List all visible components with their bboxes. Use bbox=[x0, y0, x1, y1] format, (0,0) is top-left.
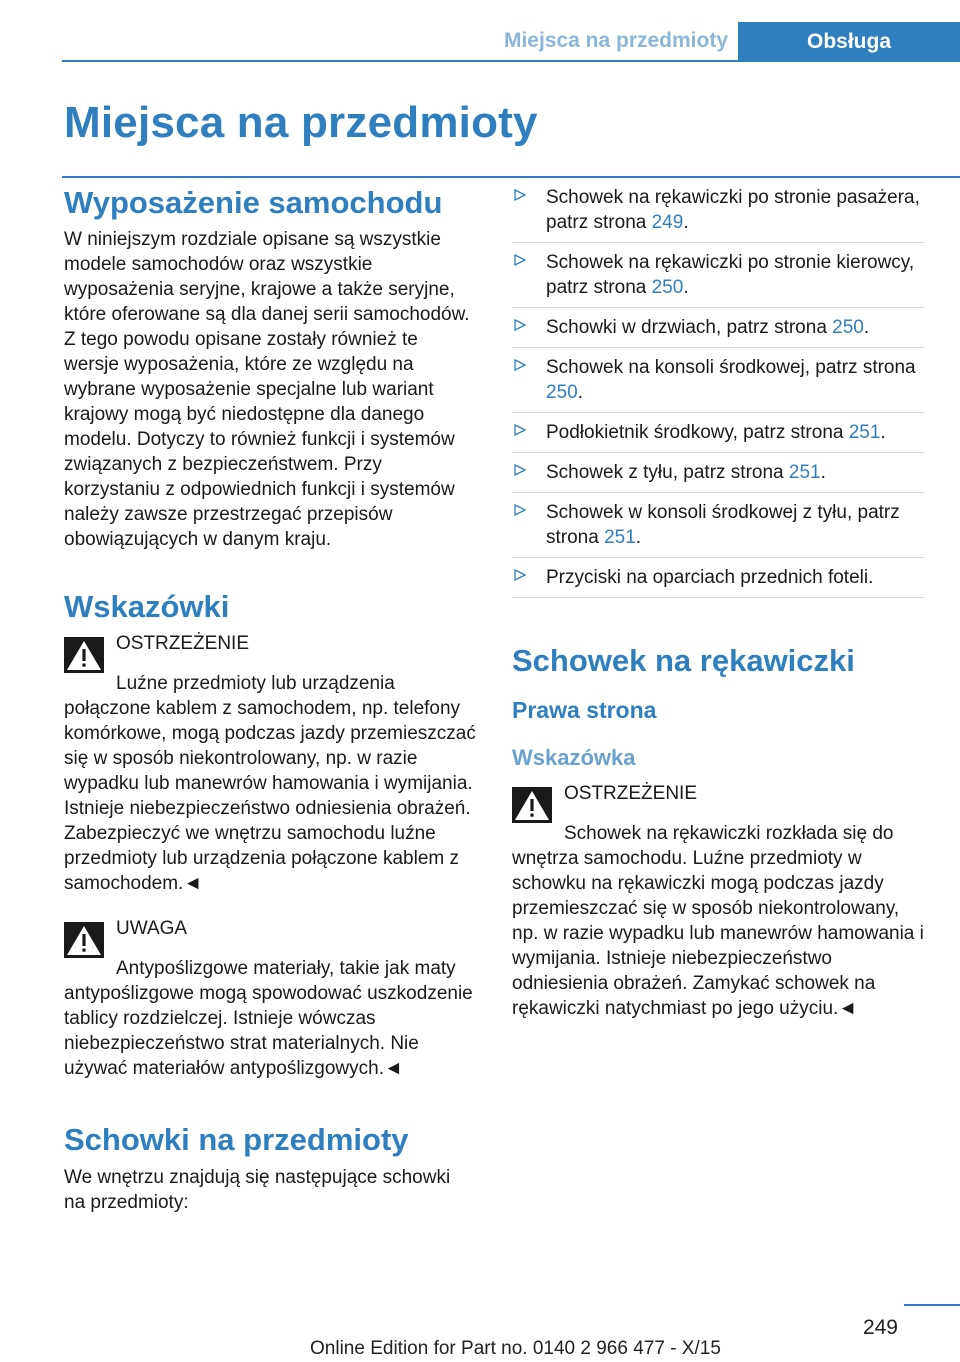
page-reference-link[interactable]: 251 bbox=[788, 462, 821, 483]
list-item-end: . bbox=[820, 462, 826, 483]
page-reference-link[interactable]: 250 bbox=[651, 277, 684, 298]
running-header bbox=[0, 0, 960, 62]
triangle-bullet-icon bbox=[514, 319, 526, 331]
triangle-bullet-icon bbox=[514, 189, 526, 201]
header-rule bbox=[62, 60, 960, 62]
triangle-bullet-icon bbox=[514, 569, 526, 581]
list-item-text: Schowek na rękawiczki po stronie kierowcy, patrz strona bbox=[546, 252, 915, 298]
list-item-end: . bbox=[577, 382, 583, 403]
list-item-end: . bbox=[635, 527, 642, 548]
warning-triangle-icon bbox=[512, 787, 552, 823]
heading-storage: Schowki na przedmioty bbox=[64, 1122, 409, 1158]
list-item bbox=[512, 453, 924, 493]
list-item-end: . bbox=[880, 422, 886, 443]
page-reference-link[interactable]: 249 bbox=[651, 212, 684, 233]
triangle-bullet-icon bbox=[514, 504, 526, 516]
heading-equipment: Wyposażenie samochodu bbox=[64, 185, 443, 220]
storage-list bbox=[512, 178, 924, 598]
heading-glovebox: Schowek na rękawiczki bbox=[512, 643, 855, 678]
triangle-bullet-icon bbox=[514, 254, 526, 266]
warning-label: OSTRZEŻENIE bbox=[564, 783, 698, 805]
heading-note: Wskazówka bbox=[512, 744, 636, 770]
list-item-text: Schowek z tyłu, patrz strona bbox=[546, 462, 789, 483]
warning-triangle-icon bbox=[64, 922, 104, 958]
warning-triangle-icon bbox=[64, 637, 104, 673]
footer-rule bbox=[904, 1304, 960, 1306]
warning-block-3 bbox=[512, 781, 924, 823]
caution-label: UWAGA bbox=[116, 918, 188, 940]
storage-paragraph: We wnętrzu znajdują się następujące schowki na przedmioty: bbox=[64, 1166, 451, 1213]
page-title: Miejsca na przedmioty bbox=[64, 98, 538, 147]
chapter-tab[interactable]: Obsługa bbox=[738, 22, 960, 62]
heading-notes: Wskazówki bbox=[64, 589, 230, 625]
list-item-end: . bbox=[863, 317, 870, 338]
triangle-bullet-icon bbox=[514, 464, 526, 476]
list-item bbox=[512, 493, 924, 558]
list-item-text: Schowek na konsoli środkowej, patrz strona bbox=[546, 357, 916, 378]
triangle-bullet-icon bbox=[514, 424, 526, 436]
page-reference-link[interactable]: 251 bbox=[604, 527, 636, 548]
section-tab[interactable]: Miejsca na przedmioty bbox=[503, 29, 729, 52]
list-item bbox=[512, 558, 924, 598]
warning-block-1 bbox=[64, 631, 476, 673]
warning-text-3: Schowek na rękawiczki rozkłada się do wnętrza samochodu. Luźne przedmioty w schowku na rękawiczki mogą podczas jazdy przemieszczać się w sposób niekontrolowany, np. w razie wypadku lub manewrów hamowania i wymijania. Istnieje niebezpieczeństwo odniesienia obrażeń. Zamykać schowek na rękawiczki natychmiast po jego użyciu.◄ bbox=[512, 823, 924, 1020]
page-number: 249 bbox=[862, 1316, 898, 1339]
warning-text-1: Luźne przedmioty lub urządzenia połączone kablem z samochodem, np. telefony komórkowe, mogą podczas jazdy przemieszczać się w sposób niekontrolowany, np. w razie wypadku lub manewrów hamowania i wymijania. Istnieje niebezpieczeństwo odniesienia obrażeń. Zabezpieczyć we wnętrzu samochodu luźne przedmioty lub urządzenia połączone kablem z samochodem.◄ bbox=[64, 673, 476, 895]
list-item bbox=[512, 308, 924, 348]
page-reference-link[interactable]: 250 bbox=[546, 382, 578, 403]
list-item bbox=[512, 243, 924, 308]
warning-block-2 bbox=[64, 916, 476, 958]
list-item bbox=[512, 178, 924, 243]
list-item-end: . bbox=[683, 212, 689, 233]
warning-label: OSTRZEŻENIE bbox=[116, 633, 250, 655]
list-item-text: Podłokietnik środkowy, patrz strona bbox=[546, 422, 849, 443]
list-item-text: Schowek na rękawiczki po stronie pasażera, patrz strona bbox=[546, 187, 920, 233]
edition-line: Online Edition for Part no. 0140 2 966 477 - X/15 bbox=[310, 1338, 721, 1359]
page-reference-link[interactable]: 250 bbox=[832, 317, 864, 338]
triangle-bullet-icon bbox=[514, 359, 526, 371]
left-column bbox=[64, 178, 476, 1215]
page-reference-link[interactable]: 251 bbox=[848, 422, 881, 443]
list-item-end: . bbox=[683, 277, 689, 298]
equipment-paragraph: W niniejszym rozdziale opisane są wszystkie modele samochodów oraz wszystkie wyposażenia seryjne, krajowe a także seryjne, które oferowane są dla danej serii samochodów. Z tego powodu opisane zostały również te wersje wyposażenia, które ze względu na wybrane wyposażenie specjalne lub wariant krajowy mogą być niedostępne dla danego modelu. Dotyczy to również funkcji i systemów związanych z bezpieczeństwem. Przy korzystaniu z odpowiednich funkcji i systemów należy zawsze przestrzegać przepisów obowiązujących w danym kraju. bbox=[64, 229, 470, 551]
right-column bbox=[512, 178, 924, 1021]
list-item-text: Przyciski na oparciach przednich foteli. bbox=[546, 567, 874, 588]
heading-right-side: Prawa strona bbox=[512, 697, 657, 724]
list-item-text: Schowki w drzwiach, patrz strona bbox=[546, 317, 833, 338]
warning-text-2: Antypoślizgowe materiały, takie jak maty antypoślizgowe mogą spowodować uszkodzenie tablicy rozdzielczej. Istnieje wówczas niebezpieczeństwo strat materialnych. Nie używać materiałów antypoślizgowych.◄ bbox=[64, 958, 473, 1080]
list-item bbox=[512, 348, 924, 413]
list-item bbox=[512, 413, 924, 453]
list-item-text: Schowek w konsoli środkowej z tyłu, patrz strona bbox=[546, 502, 900, 548]
